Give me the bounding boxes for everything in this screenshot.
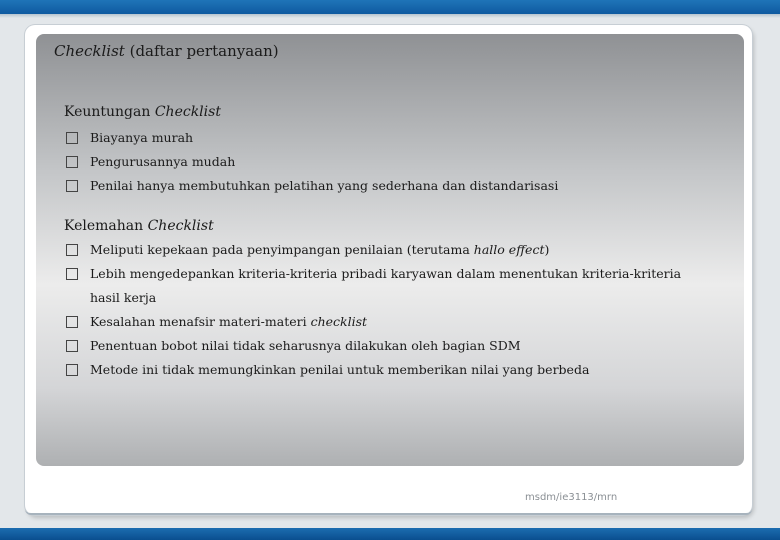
- checkbox-bullet-icon: [66, 316, 78, 328]
- disadvantages-heading-plain: Kelemahan: [64, 218, 148, 234]
- list-item: [66, 310, 710, 334]
- disadvantage-text: Meliputi kepekaan pada penyimpangan penilaian (terutama: [90, 242, 474, 257]
- top-bar-shadow: [0, 14, 780, 18]
- list-item: [66, 126, 710, 150]
- disadvantages-heading-italic: Checklist: [147, 218, 214, 234]
- list-item: [66, 174, 710, 198]
- slide-footer: msdm/ie3113/mrn: [525, 492, 618, 503]
- list-item: [66, 262, 710, 310]
- slide-title-rest: (daftar pertanyaan): [124, 42, 279, 60]
- checkbox-bullet-icon: [66, 268, 78, 280]
- disadvantage-text: Penentuan bobot nilai tidak seharusnya dilakukan oleh bagian SDM: [90, 338, 521, 353]
- top-accent-bar: [0, 0, 780, 14]
- disadvantage-italic-term: checklist: [310, 314, 368, 329]
- advantages-list: [66, 126, 710, 198]
- disadvantage-text: Lebih mengedepankan kriteria-kriteria pribadi karyawan dalam menentukan kriteria-kriteria hasil kerja: [90, 266, 682, 305]
- disadvantage-text-after: ): [544, 242, 550, 257]
- disadvantage-text: Metode ini tidak memungkinkan penilai untuk memberikan nilai yang berbeda: [90, 362, 590, 377]
- advantage-text: Biayanya murah: [90, 130, 194, 145]
- checkbox-bullet-icon: [66, 180, 78, 192]
- advantage-text: Pengurusannya mudah: [90, 154, 236, 169]
- advantages-heading: [64, 104, 221, 120]
- slide-title: [54, 42, 279, 60]
- checkbox-bullet-icon: [66, 244, 78, 256]
- disadvantages-heading: [64, 218, 214, 234]
- disadvantages-list: [66, 238, 710, 382]
- advantages-heading-italic: Checklist: [154, 104, 221, 120]
- advantages-heading-plain: Keuntungan: [64, 104, 155, 120]
- slide-card-edge: [25, 509, 752, 515]
- list-item: [66, 238, 710, 262]
- slide-title-italic: Checklist: [54, 42, 125, 60]
- list-item: [66, 150, 710, 174]
- checkbox-bullet-icon: [66, 156, 78, 168]
- checkbox-bullet-icon: [66, 364, 78, 376]
- bottom-accent-bar: [0, 528, 780, 540]
- disadvantage-text: Kesalahan menafsir materi-materi: [90, 314, 311, 329]
- list-item: [66, 334, 710, 358]
- checkbox-bullet-icon: [66, 132, 78, 144]
- advantage-text: Penilai hanya membutuhkan pelatihan yang sederhana dan distandarisasi: [90, 178, 559, 193]
- checkbox-bullet-icon: [66, 340, 78, 352]
- list-item: [66, 358, 710, 382]
- disadvantage-italic-term: hallo effect: [473, 242, 545, 257]
